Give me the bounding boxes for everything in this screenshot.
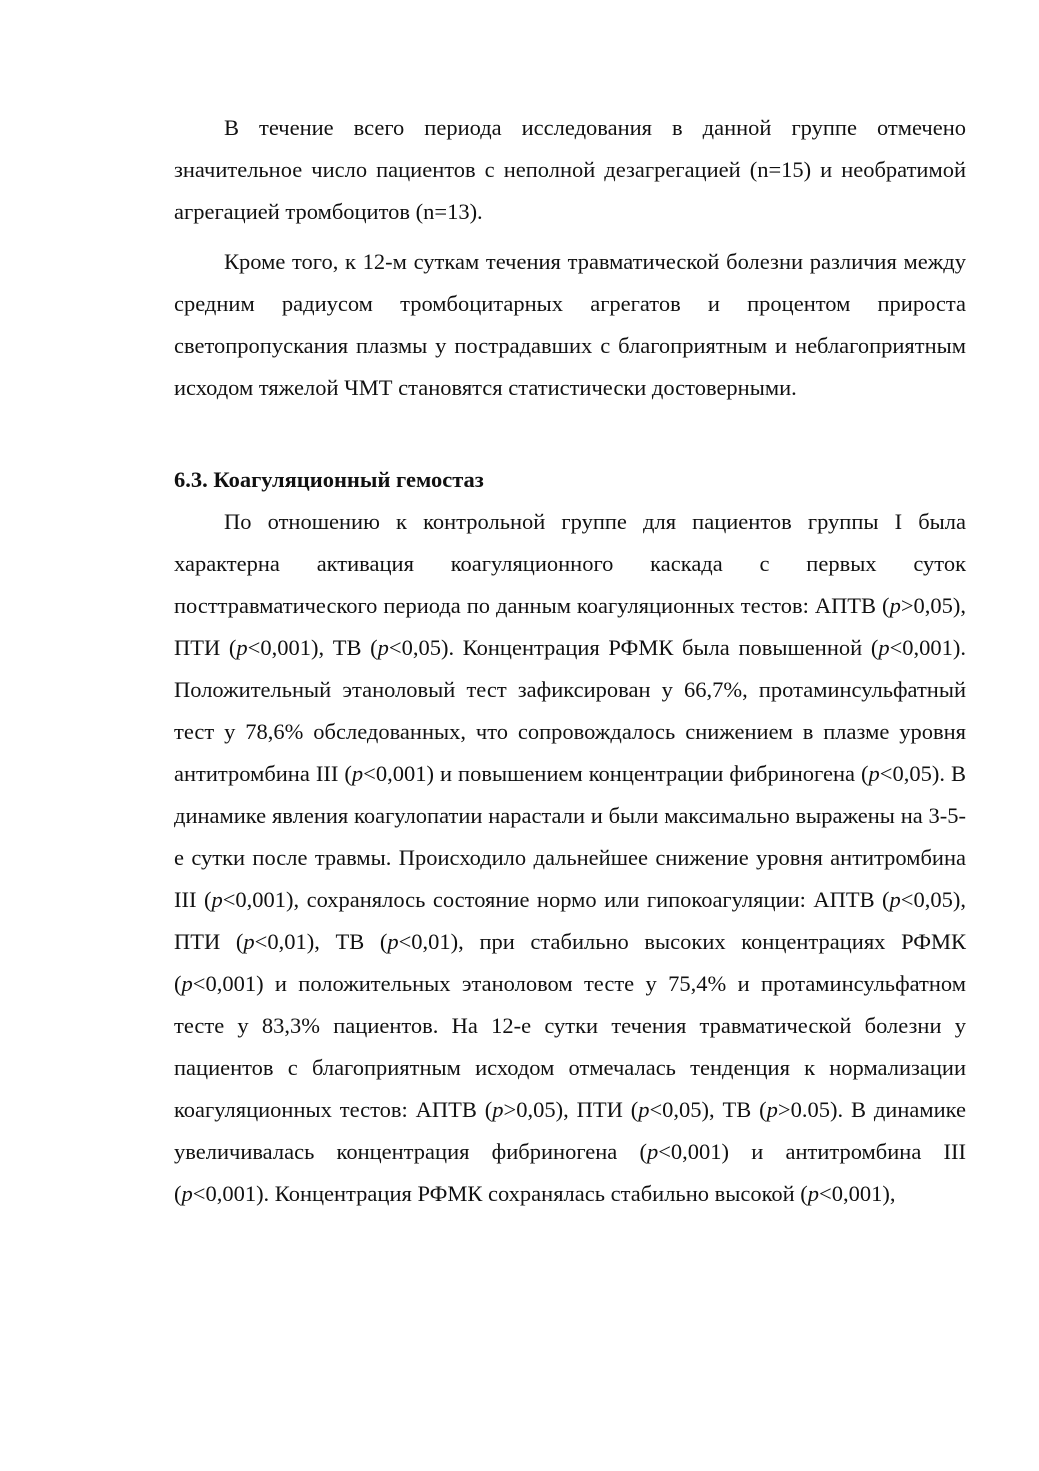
- paragraph-disaggregation: В течение всего периода исследования в данной группе отмечено значительное число пациентов с неполной дезагрегацией (n=15) и необратимой агрегацией тромбоцитов (n=13).: [174, 115, 966, 224]
- text-segment: <0,001). Концентрация РФМК сохранялась стабильно высокой (: [192, 1181, 808, 1206]
- p-value-symbol: p: [236, 635, 248, 660]
- paragraph-coagulation: [174, 501, 966, 1215]
- section-gap: [174, 409, 966, 459]
- p-value-symbol: p: [492, 1097, 504, 1122]
- p-value-symbol: p: [868, 761, 880, 786]
- p-value-symbol: p: [638, 1097, 650, 1122]
- text-segment: <0,001),: [819, 1181, 896, 1206]
- p-value-symbol: p: [889, 593, 901, 618]
- p-value-symbol: p: [878, 635, 890, 660]
- text-segment: >0.05). В динамике увеличивалась концентрация фибриногена (: [174, 1097, 966, 1164]
- text-segment: <0,05), ПТИ (: [174, 887, 966, 954]
- p-value-symbol: p: [181, 971, 193, 996]
- text-segment: <0,001), сохранялось состояние нормо или гипокоагуляции: АПТВ (: [222, 887, 890, 912]
- paragraph-differences: Кроме того, к 12-м суткам течения травматической болезни различия между средним радиусом тромбоцитарных агрегатов и процентом прироста светопропускания плазмы у пострадавших с благоприятным и неблагоприятным исходом тяжелой ЧМТ становятся статистически достоверными.: [174, 249, 966, 400]
- text-segment: <0,05). Концентрация РФМК была повышенной (: [388, 635, 879, 660]
- p-value-symbol: p: [387, 929, 399, 954]
- p-value-symbol: p: [351, 761, 364, 786]
- text-segment: <0,05). В динамике явления коагулопатии нарастали и были максимально выражены на 3-5-е сутки после травмы. Происходило дальнейшее снижение уровня антитромбина III (: [174, 761, 967, 912]
- text-segment: <0,001), ТВ (: [247, 635, 378, 660]
- text-segment: По отношению к контрольной группе для пациентов группы I была характерна активация коагуляционного каскада с первых суток посттравматического периода по данным коагуляционных тестов: АПТВ (: [174, 509, 966, 618]
- text-segment: <0,05), ТВ (: [649, 1097, 767, 1122]
- section-heading: 6.3. Коагуляционный гемостаз: [174, 467, 484, 492]
- p-value-symbol: p: [889, 887, 901, 912]
- text-segment: <0,001) и положительных этаноловом тесте у 75,4% и протаминсульфатном тесте у 83,3% пациентов. На 12-е сутки течения травматической болезни у пациентов с благоприятным исходом отмечалась тенденция к нормализации коагуляционных тестов: АПТВ (: [174, 971, 966, 1122]
- p-value-symbol: p: [807, 1181, 820, 1206]
- text-segment: >0,05), ПТИ (: [174, 593, 966, 660]
- p-value-symbol: p: [211, 887, 223, 912]
- p-value-symbol: p: [377, 635, 389, 660]
- text-segment: <0,01), ТВ (: [254, 929, 388, 954]
- p-value-symbol: p: [646, 1139, 659, 1164]
- text-segment: <0,001). Положительный этаноловый тест зафиксирован у 66,7%, протаминсульфатный тест у 78,6% обследованных, что сопровождалось снижением в плазме уровня антитромбина III (: [174, 635, 966, 786]
- p-value-symbol: p: [766, 1097, 778, 1122]
- p-value-symbol: p: [243, 929, 255, 954]
- page-content: [174, 107, 966, 1215]
- text-segment: <0,001) и повышением концентрации фибриногена (: [363, 761, 869, 786]
- text-segment: <0,001) и антитромбина III (: [174, 1139, 966, 1206]
- p-value-symbol: p: [181, 1181, 193, 1206]
- text-segment: <0,01), при стабильно высоких концентрациях РФМК (: [174, 929, 966, 996]
- paragraph-gap: [174, 233, 966, 241]
- text-segment: >0,05), ПТИ (: [503, 1097, 639, 1122]
